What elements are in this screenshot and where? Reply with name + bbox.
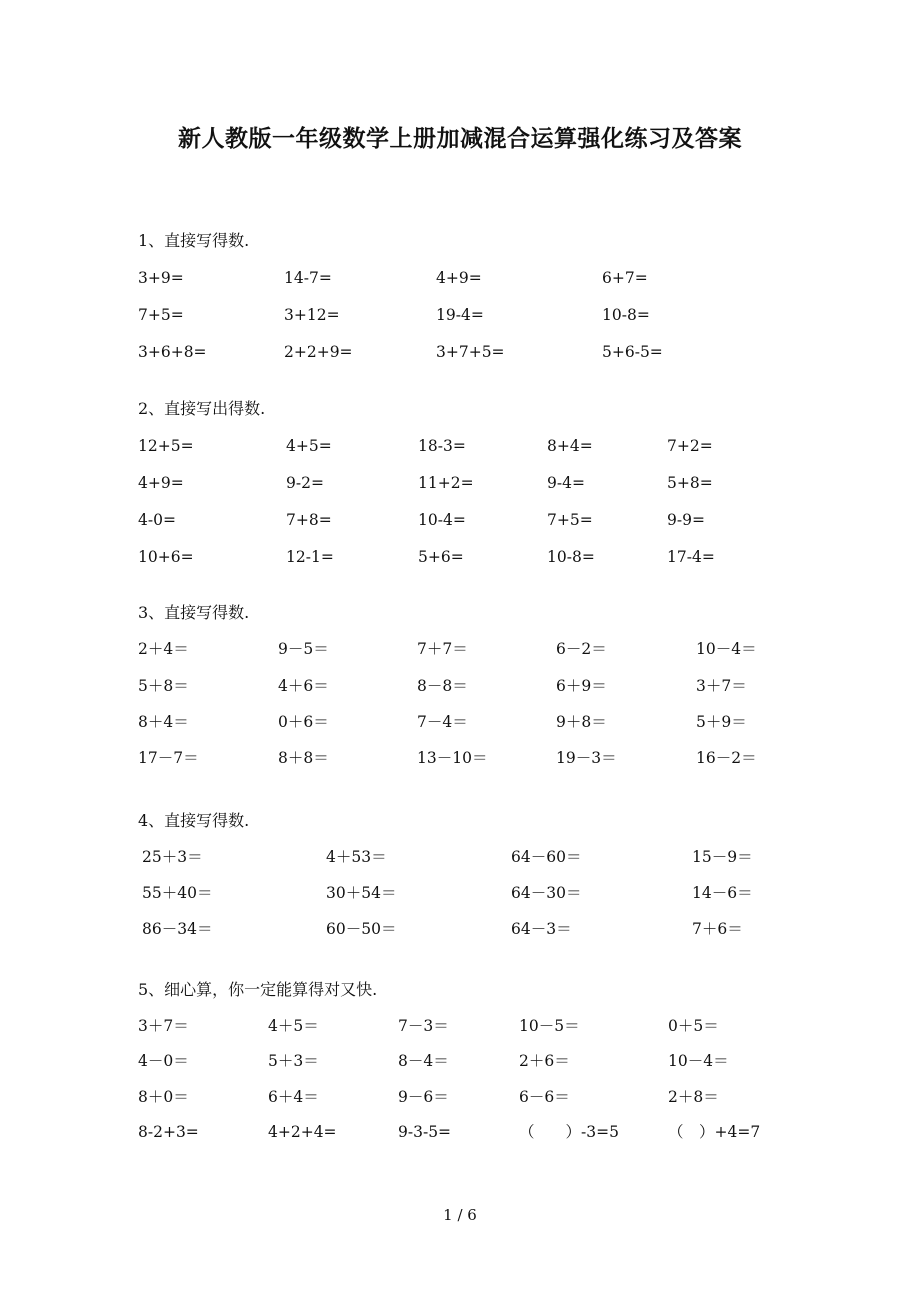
math-problem: 7+2=: [667, 437, 713, 455]
section-heading: 4、直接写得数.: [138, 811, 250, 830]
problem-row: [138, 471, 838, 495]
math-problem: 10+6=: [138, 548, 194, 566]
math-problem: 8－8＝: [417, 676, 468, 695]
math-problem: 0＋5＝: [668, 1016, 719, 1035]
math-problem: 10－4＝: [696, 640, 757, 659]
math-problem: 19－3＝: [556, 749, 617, 768]
math-problem: 2+2+9=: [284, 343, 353, 361]
math-problem: 17-4=: [667, 548, 715, 566]
math-problem: （ ）+4=7: [668, 1123, 761, 1141]
math-problem: 4+9=: [138, 474, 184, 492]
math-problem: 30＋54＝: [326, 884, 397, 902]
problem-row: [138, 303, 838, 327]
math-problem: 17－7＝: [138, 749, 199, 768]
math-problem: 64－30＝: [511, 884, 582, 902]
math-problem: 8＋8＝: [278, 749, 329, 768]
math-problem: 5+8=: [667, 474, 713, 492]
math-problem: 7－3＝: [398, 1016, 449, 1035]
math-problem: 11+2=: [418, 474, 474, 492]
math-problem: 9-2=: [286, 474, 324, 492]
math-problem: 64－60＝: [511, 848, 582, 866]
math-problem: 10-8=: [602, 306, 650, 324]
math-problem: 5+6-5=: [602, 343, 663, 361]
problem-row: [138, 1085, 838, 1109]
math-problem: 8＋0＝: [138, 1087, 189, 1106]
math-problem: 86－34＝: [142, 920, 213, 938]
problem-row: [138, 434, 838, 458]
problem-row: [138, 674, 838, 698]
math-problem: （ ）-3=5: [519, 1123, 619, 1141]
math-problem: 2＋8＝: [668, 1087, 719, 1106]
math-problem: 3+7+5=: [436, 343, 505, 361]
problem-row: [138, 1014, 838, 1038]
math-problem: 12-1=: [286, 548, 334, 566]
math-problem: 13－10＝: [417, 749, 488, 768]
problem-row: [138, 1120, 838, 1144]
math-problem: 10－5＝: [519, 1016, 580, 1035]
math-problem: 6+7=: [602, 269, 648, 287]
problem-row: [138, 917, 838, 941]
problem-row: [138, 1049, 838, 1073]
math-problem: 4＋53＝: [326, 848, 387, 866]
math-problem: 64－3＝: [511, 920, 572, 938]
section-heading: 3、直接写得数.: [138, 603, 250, 622]
math-problem: 8+4=: [547, 437, 593, 455]
math-problem: 9－5＝: [278, 640, 329, 659]
math-problem: 10－4＝: [668, 1052, 729, 1070]
page-number: 1 / 6: [443, 1206, 477, 1224]
math-problem: 9＋8＝: [556, 712, 607, 731]
problem-row: [138, 545, 838, 569]
math-problem: 15－9＝: [692, 848, 753, 866]
math-problem: 3+12=: [284, 306, 340, 324]
math-problem: 6－2＝: [556, 640, 607, 659]
exercise-section-5: [138, 978, 838, 1156]
problem-row: [138, 710, 838, 734]
problem-row: [138, 845, 838, 869]
page-title: 新人教版一年级数学上册加减混合运算强化练习及答案: [178, 125, 742, 152]
section-heading: 2、直接写出得数.: [138, 399, 266, 418]
math-problem: 8-2+3=: [138, 1123, 199, 1141]
math-problem: 4+9=: [436, 269, 482, 287]
math-problem: 7+5=: [138, 306, 184, 324]
section-heading: 1、直接写得数.: [138, 231, 250, 250]
math-problem: 3+6+8=: [138, 343, 207, 361]
math-problem: 4＋5＝: [268, 1016, 319, 1035]
problem-row: [138, 881, 838, 905]
math-problem: 12+5=: [138, 437, 194, 455]
math-problem: 3＋7＝: [138, 1016, 189, 1035]
problem-row: [138, 637, 838, 661]
math-problem: 9－6＝: [398, 1087, 449, 1106]
math-problem: 10-4=: [418, 511, 466, 529]
math-problem: 5＋9＝: [696, 712, 747, 731]
math-problem: 14-7=: [284, 269, 332, 287]
math-problem: 4+5=: [286, 437, 332, 455]
math-problem: 7+5=: [547, 511, 593, 529]
math-problem: 5＋3＝: [268, 1052, 319, 1070]
problem-row: [138, 266, 838, 290]
math-problem: 9-9=: [667, 511, 705, 529]
math-problem: 19-4=: [436, 306, 484, 324]
math-problem: 4-0=: [138, 511, 176, 529]
math-problem: 6－6＝: [519, 1087, 570, 1106]
math-problem: 9-3-5=: [398, 1123, 452, 1141]
math-problem: 60－50＝: [326, 920, 397, 938]
math-problem: 2＋6＝: [519, 1052, 570, 1070]
math-problem: 25＋3＝: [142, 848, 203, 866]
math-problem: 6＋4＝: [268, 1087, 319, 1106]
math-problem: 18-3=: [418, 437, 466, 455]
math-problem: 7＋6＝: [692, 920, 743, 938]
exercise-section-3: [138, 601, 838, 782]
problem-row: [138, 508, 838, 532]
exercise-section-1: [138, 229, 838, 377]
exercise-section-4: [138, 809, 838, 953]
math-problem: 10-8=: [547, 548, 595, 566]
math-problem: 8＋4＝: [138, 712, 189, 731]
math-problem: 0＋6＝: [278, 712, 329, 731]
math-problem: 3+9=: [138, 269, 184, 287]
math-problem: 16－2＝: [696, 749, 757, 768]
math-problem: 8－4＝: [398, 1052, 449, 1070]
math-problem: 7＋7＝: [417, 640, 468, 659]
math-problem: 9-4=: [547, 474, 585, 492]
exercise-section-2: [138, 397, 838, 582]
math-problem: 6＋9＝: [556, 676, 607, 695]
math-problem: 55＋40＝: [142, 884, 213, 902]
section-heading: 5、细心算，你一定能算得对又快.: [138, 980, 378, 999]
math-problem: 14－6＝: [692, 884, 753, 902]
math-problem: 4＋6＝: [278, 676, 329, 695]
math-problem: 3＋7＝: [696, 676, 747, 695]
math-problem: 4－0＝: [138, 1052, 189, 1070]
math-problem: 2＋4＝: [138, 640, 189, 659]
math-problem: 5+6=: [418, 548, 464, 566]
math-problem: 7+8=: [286, 511, 332, 529]
problem-row: [138, 746, 838, 770]
math-problem: 4+2+4=: [268, 1123, 337, 1141]
math-problem: 7－4＝: [417, 712, 468, 731]
problem-row: [138, 340, 838, 364]
math-problem: 5＋8＝: [138, 676, 189, 695]
